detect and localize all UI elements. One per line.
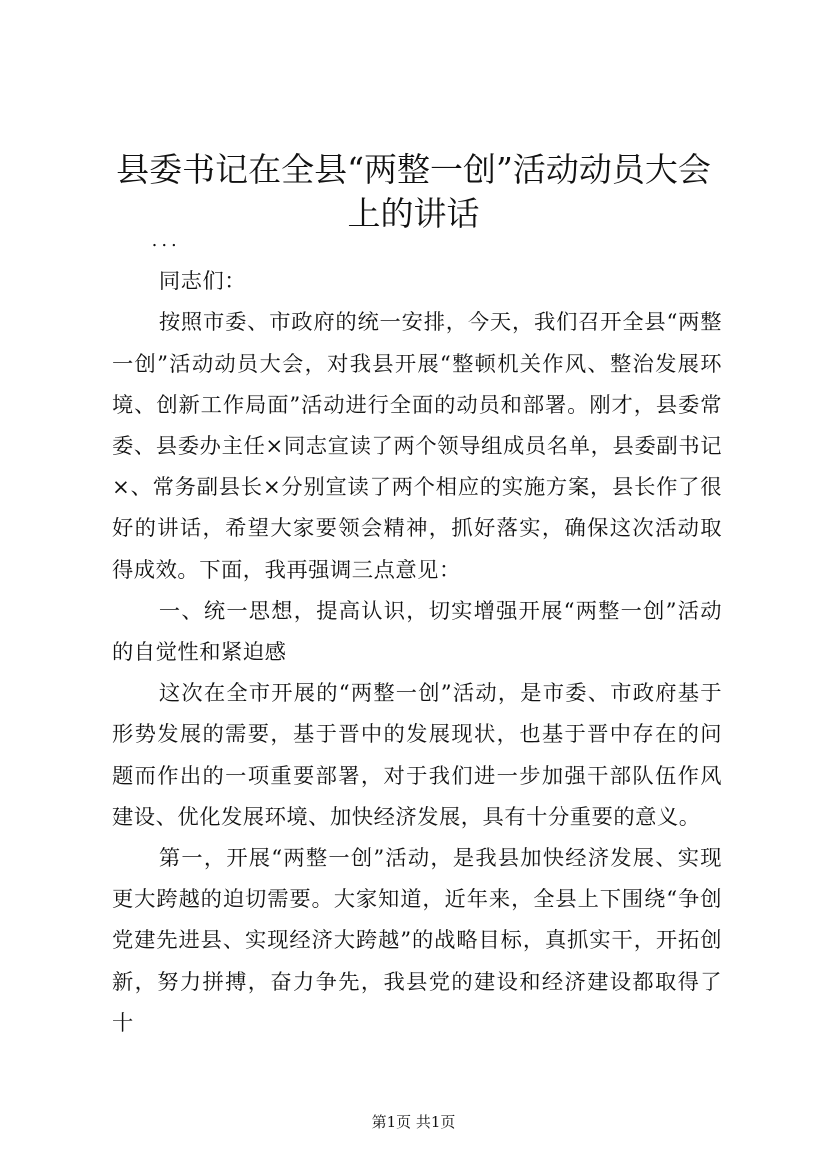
document-title: 县委书记在全县“两整一创”活动动员大会上的讲话 <box>116 150 711 233</box>
body-paragraph: 按照市委、市政府的统一安排，今天，我们召开全县“两整一创”活动动员大会，对我县开展“整顿机关作风、整治发展环境、创新工作局面”活动进行全面的动员和部署。刚才，县委常委、县委办主任×同志宣读了两个领导组成员名单，县委副书记×、常务副县长×分别宣读了两个相应的实施方案，县长作了很好的讲话，希望大家要领会精神，抓好落实，确保这次活动取得成效。下面，我再强调三点意见： <box>112 310 722 583</box>
salutation-paragraph: 同志们： <box>158 269 247 295</box>
ellipsis-marker: ... <box>151 230 181 251</box>
page-footer: 第1页 共1页 <box>371 1113 456 1131</box>
document-body <box>112 220 722 1044</box>
section-heading: 一、统一思想，提高认识，切实增强开展“两整一创”活动的自觉性和紧迫感 <box>112 598 722 666</box>
body-paragraph: 第一，开展“两整一创”活动，是我县加快经济发展、实现更大跨越的迫切需要。大家知道，近年来，全县上下围绕“争创党建先进县、实现经济大跨越”的战略目标，真抓实干，开拓创新，努力拼搏，奋力争先，我县党的建设和经济建设都取得了十 <box>112 846 722 1036</box>
body-paragraph: 这次在全市开展的“两整一创”活动，是市委、市政府基于形势发展的需要，基于晋中的发展现状，也基于晋中存在的问题而作出的一项重要部署，对于我们进一步加强干部队伍作风建设、优化发展环境、加快经济发展，具有十分重要的意义。 <box>112 681 722 830</box>
